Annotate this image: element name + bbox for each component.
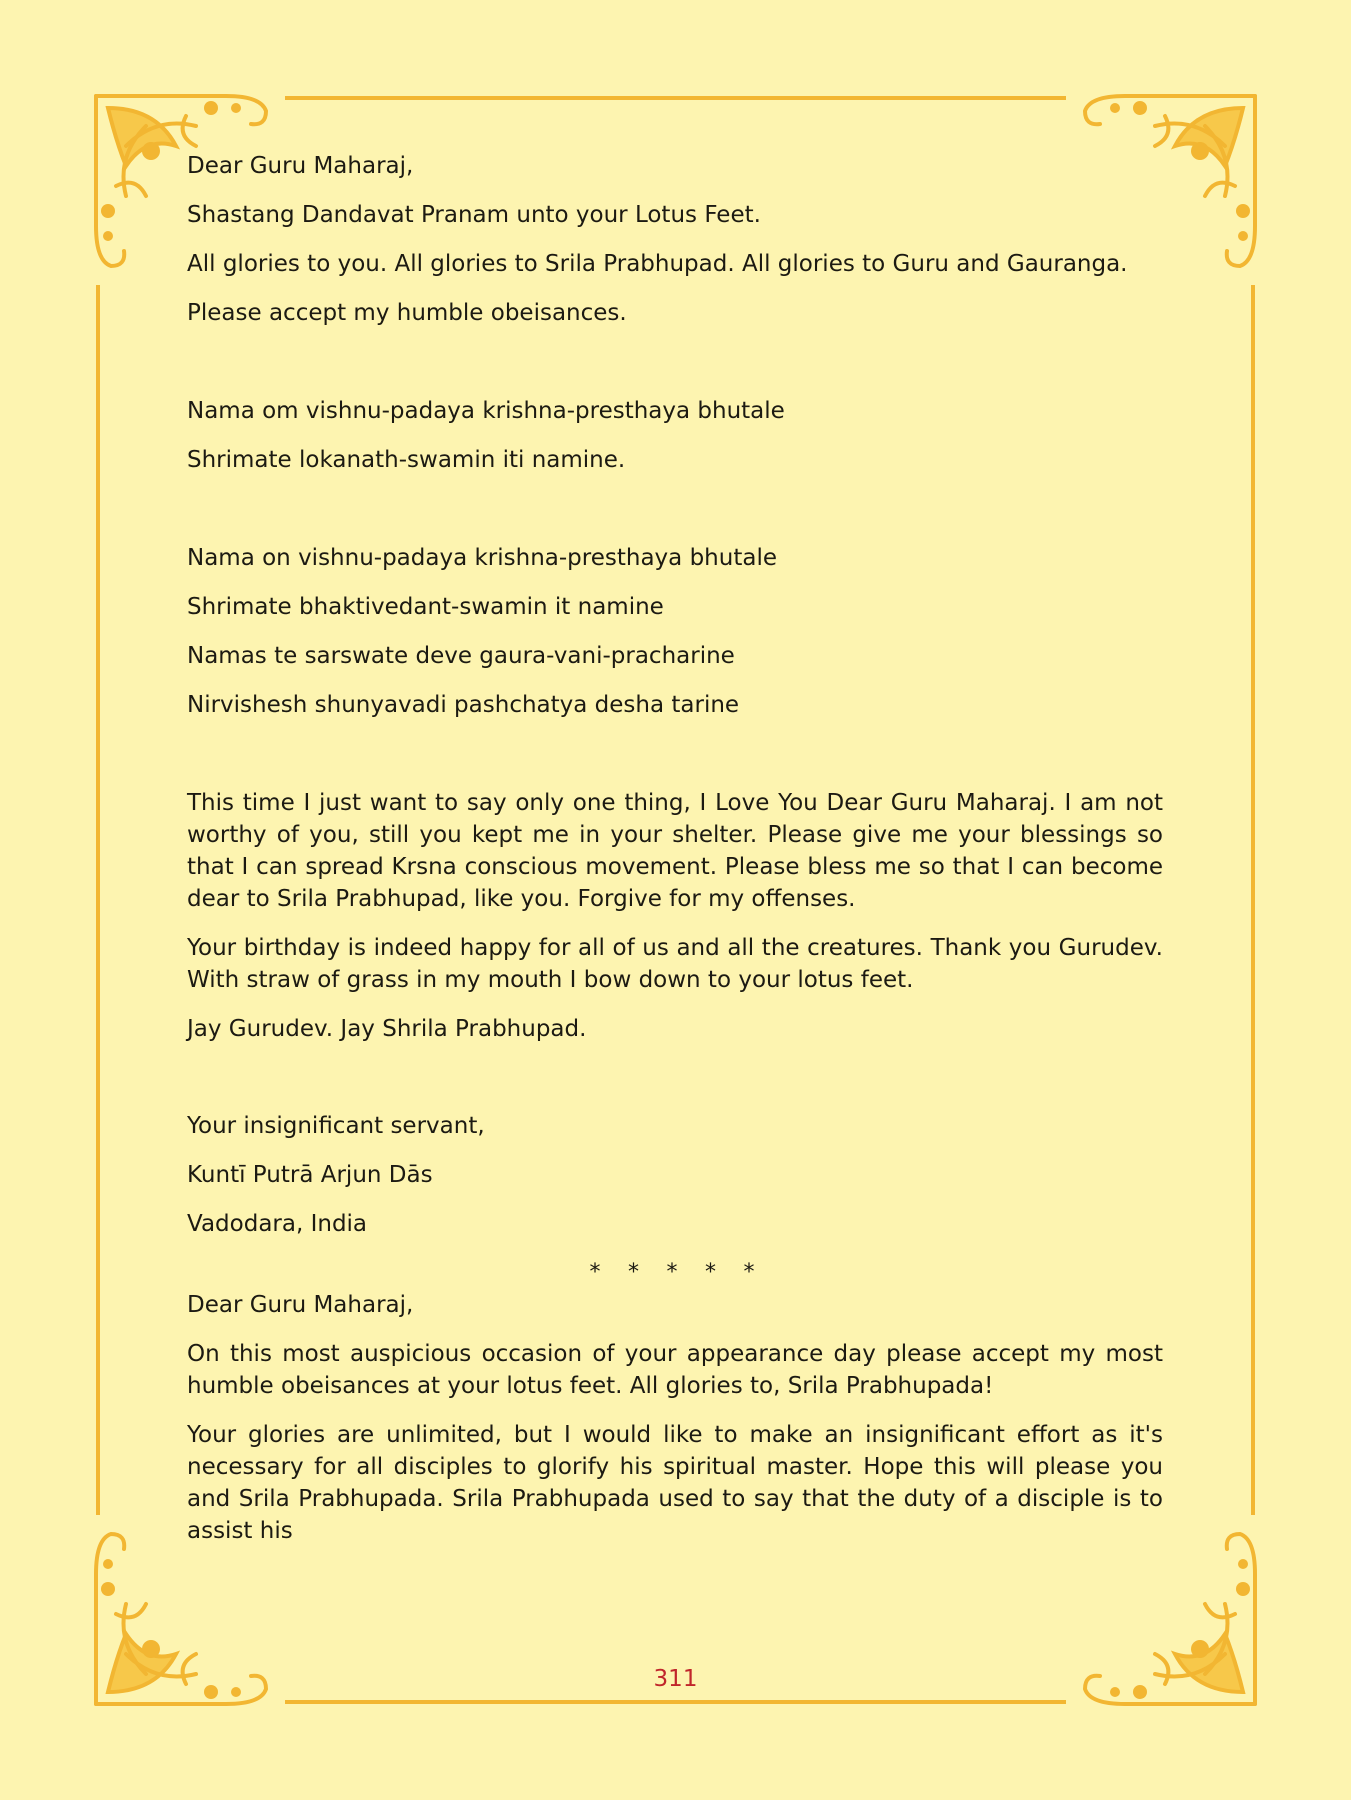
prayer-line: Nirvishesh shunyavadi pashchatya desha tarine [187,692,740,718]
author-name: Kuntī Putrā Arjun Dās [187,1162,433,1188]
salutation: Dear Guru Maharaj, [187,1292,414,1318]
opening-line: All glories to you. All glories to Srila Prabhupad. All glories to Guru and Gauranga. [187,251,1128,277]
body-paragraph: This time I just want to say only one thing, I Love You Dear Guru Maharaj. I am not worthy of you, still you kept me in your shelter. Please give me your blessings so that I can spread Krsna conscious movement. Please bless me so that I can become dear to Srila Prabhupad, like you. Forgive for my offenses. [187,790,1163,912]
author-location: Vadodara, India [187,1211,368,1237]
section-separator: * * * * * [588,1260,762,1285]
salutation: Dear Guru Maharaj, [187,153,414,179]
frame-top-line [285,96,1066,100]
body-paragraph: Your glories are unlimited, but I would like to make an insignificant effort as it's necessary for all disciples to glorify his spiritual master. Hope this will please you and Srila Prabhupada. Srila Prabhupada used to say that the duty of a disciple is to assist his [187,1422,1163,1544]
frame-bottom-line [285,1700,1066,1704]
body-paragraph: Your birthday is indeed happy for all of us and all the creatures. Thank you Gurudev. With straw of grass in my mouth I bow down to your lotus feet. [187,935,1163,993]
spacer [187,1062,1163,1110]
spacer [187,493,1163,542]
body-paragraph: Jay Gurudev. Jay Shrila Prabhupad. [187,1016,587,1042]
prayer-line: Shrimate bhaktivedant-swamin it namine [187,594,664,620]
frame-right-line [1251,285,1255,1515]
prayer-line: Nama om vishnu-padaya krishna-presthaya bhutale [187,398,785,424]
body-paragraph: On this most auspicious occasion of your appearance day please accept my most humble obeisances at your lotus feet. All glories to, Srila Prabhupada! [187,1341,1163,1399]
closing: Your insignificant servant, [187,1113,485,1139]
page-content [187,150,1163,1564]
spacer [187,738,1163,787]
opening-line: Shastang Dandavat Pranam unto your Lotus Feet. [187,202,761,228]
page-number: 311 [653,1666,698,1692]
prayer-line: Shrimate lokanath-swamin iti namine. [187,447,626,473]
prayer-line: Namas te sarswate deve gaura-vani-pracharine [187,643,735,669]
spacer [187,346,1163,395]
frame-left-line [96,285,100,1515]
opening-line: Please accept my humble obeisances. [187,300,627,326]
prayer-line: Nama on vishnu-padaya krishna-presthaya bhutale [187,545,777,571]
